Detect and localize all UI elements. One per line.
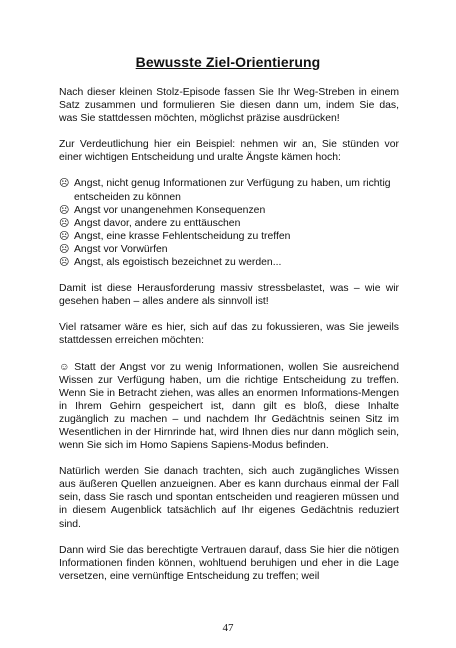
- paragraph: Viel ratsamer wäre es hier, sich auf das zu fokussieren, was Sie jeweils stattdessen erreichen möchten:: [59, 322, 399, 347]
- sad-face-icon: ☹: [59, 217, 70, 229]
- section-title: Bewusste Ziel-Orientierung: [135, 54, 321, 70]
- list-item-text: Angst vor unangenehmen Konsequenzen: [74, 204, 266, 216]
- page-number: 47: [222, 622, 234, 634]
- sad-face-icon: ☹: [59, 204, 70, 216]
- sad-face-icon: ☹: [59, 230, 70, 242]
- list-item-text: Angst, eine krasse Fehlentscheidung zu treffen: [74, 230, 291, 242]
- list-item: [59, 230, 399, 243]
- list-item: [59, 177, 399, 203]
- paragraph: Zur Verdeutlichung hier ein Beispiel: nehmen wir an, Sie stünden vor einer wichtigen Entscheidung und uralte Ängste kämen hoch:: [59, 139, 399, 164]
- paragraph: Nach dieser kleinen Stolz-Episode fassen Sie Ihr Weg-Streben in einem Satz zusammen und formulieren Sie diesen dann um, indem Sie das, was Sie stattdessen möchten, möglichst präzise ausdrücken!: [59, 87, 399, 125]
- paragraph: Damit ist diese Herausforderung massiv stressbelastet, was – wie wir gesehen haben – alles andere als sinnvoll ist!: [59, 283, 399, 308]
- fears-list: [59, 177, 399, 269]
- sad-face-icon: ☹: [59, 243, 70, 255]
- sad-face-icon: ☹: [59, 178, 70, 190]
- sad-face-icon: ☹: [59, 257, 70, 269]
- list-item-text: Angst, als egoistisch bezeichnet zu werden...: [74, 257, 282, 269]
- list-item: [59, 243, 399, 256]
- list-item-text: Angst vor Vorwürfen: [74, 243, 168, 255]
- paragraph: Dann wird Sie das berechtigte Vertrauen darauf, dass Sie hier die nötigen Informationen finden können, wohltuend beruhigen und eher in die Lage versetzen, eine vernünftige Entscheidung zu treffen; weil: [59, 544, 399, 582]
- paragraph: Natürlich werden Sie danach trachten, sich auch zugängliches Wissen aus äußeren Quellen anzueignen. Aber es kann durchaus einmal der Fall sein, dass Sie rasch und spontan entscheiden und reagieren müssen und in diesem Augenblick tatsächlich auf Ihr eigenes Gedächtnis reduziert sind.: [59, 466, 399, 530]
- list-item: [59, 217, 399, 230]
- page-body: [59, 86, 399, 596]
- list-item-text: Angst davor, andere zu enttäuschen: [74, 217, 241, 229]
- list-item: [59, 256, 399, 269]
- paragraph: ☺ Statt der Angst vor zu wenig Informationen, wollen Sie ausreichend Wissen zur Verfügung haben, um die richtige Entscheidung zu treffen. Wenn Sie in Betracht ziehen, was alles an enormen Informations-Mengen in Ihrem Gehirn gespeichert ist, dann gilt es bloß, diese Inhalte zugänglich zu machen – und nachdem Ihr Gedächtnis seinen Sitz im Wesentlichen in der Hirnrinde hat, wird Ihnen dies nur dann möglich sein, wenn Sie sich im Homo Sapiens Sapiens-Modus befinden.: [59, 361, 399, 452]
- list-item-text: Angst, nicht genug Informationen zur Verfügung zu haben, um richtig entscheiden zu können: [74, 178, 391, 203]
- list-item: [59, 204, 399, 217]
